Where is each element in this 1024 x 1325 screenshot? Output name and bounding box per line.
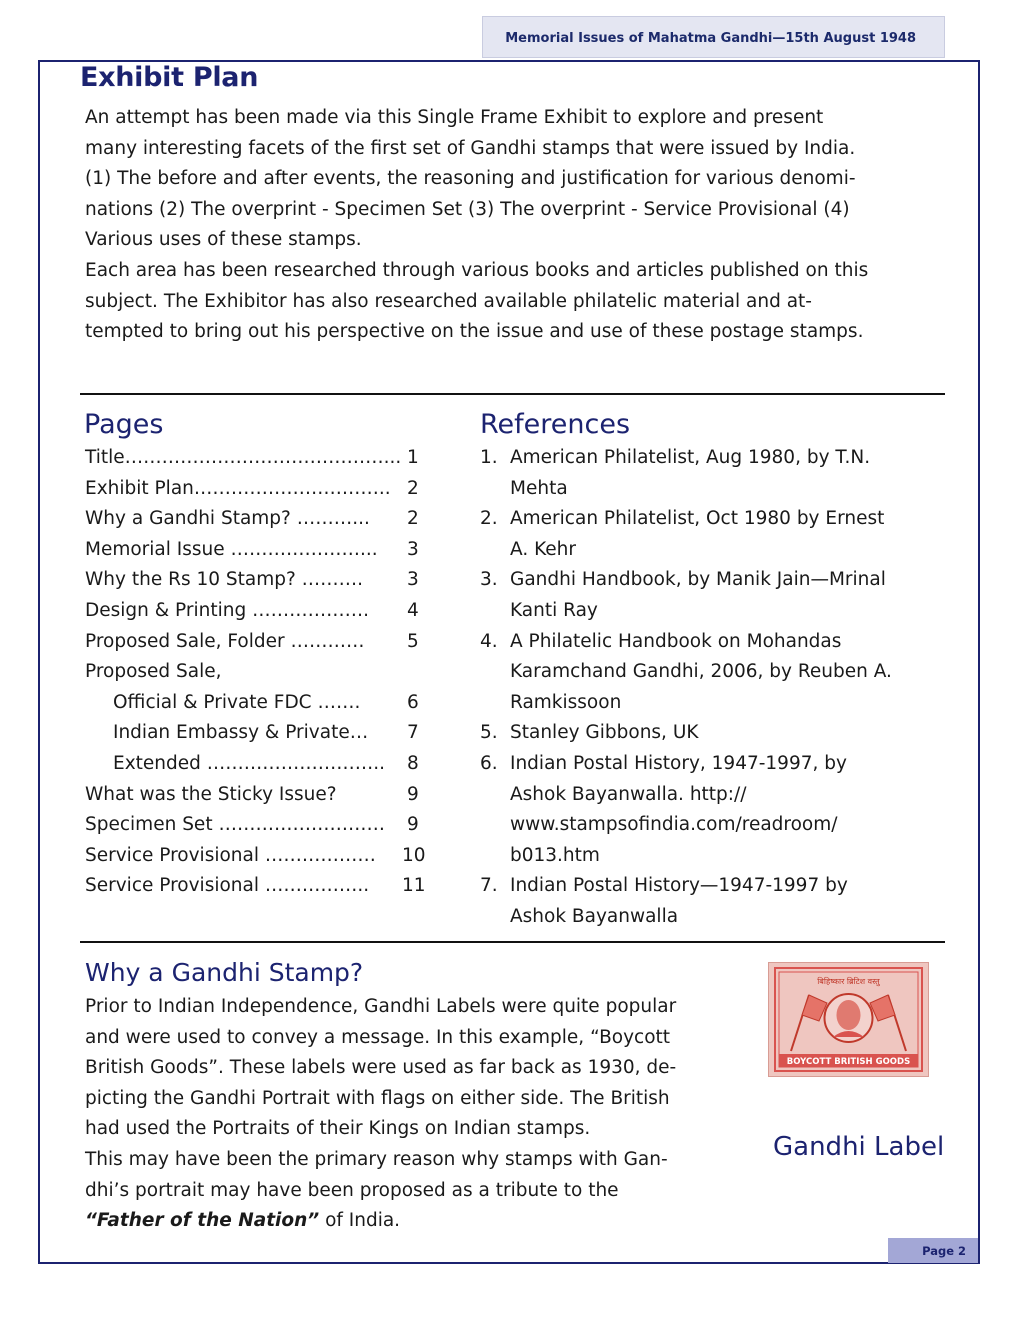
toc-row: [85, 504, 445, 534]
toc-page-number: 9: [407, 783, 419, 805]
text-line: picting the Gandhi Portrait with flags on either side. The British: [85, 1087, 670, 1109]
toc-row: [85, 535, 445, 565]
toc-title: What was the Sticky Issue?: [85, 783, 337, 805]
gandhi-label-stamp-image: [768, 962, 929, 1077]
reference-text: A Philatelic Handbook on Mohandas: [510, 630, 842, 652]
toc-page-number: 4: [407, 600, 419, 621]
reference-text: Gandhi Handbook, by Manik Jain—Mrinal: [510, 569, 886, 591]
toc-row: [85, 749, 445, 779]
toc-title: Why a Gandhi Stamp? ………...: [85, 508, 370, 530]
reference-text: Ashok Bayanwalla: [510, 906, 679, 927]
stamp-caption: Gandhi Label: [773, 1132, 945, 1162]
reference-text: www.stampsofindia.com/readroom/: [510, 814, 838, 836]
toc-row: [85, 565, 445, 595]
toc-row: [85, 718, 445, 748]
reference-text: A. Kehr: [510, 538, 577, 560]
text-line: [85, 1206, 745, 1237]
toc-page-number: 10: [402, 844, 426, 866]
text-line: tempted to bring out his perspective on the issue and use of these postage stamps.: [85, 321, 864, 343]
toc-title: Design & Printing ……………….: [85, 600, 369, 621]
toc-title: Memorial Issue …………………...: [85, 538, 378, 560]
reference-text: Stanley Gibbons, UK: [510, 722, 699, 744]
toc-title: Extended ………………………..: [113, 753, 386, 774]
exhibit-plan-text: [85, 103, 945, 348]
toc-page-number: 3: [407, 538, 419, 560]
reference-number: 2.: [480, 508, 498, 530]
toc-page-number: 8: [407, 753, 419, 774]
reference-text: Ashok Bayanwalla. http://: [510, 783, 747, 805]
toc-title: Service Provisional ………………: [85, 844, 376, 866]
toc-page-number: 5: [407, 630, 419, 652]
reference-number: 4.: [480, 630, 498, 652]
reference-text: Kanti Ray: [510, 600, 598, 621]
page-number-tab: [888, 1238, 978, 1263]
toc-row: [85, 474, 445, 504]
text-line: and were used to convey a message. In this example, “Boycott: [85, 1026, 671, 1048]
toc-page-number: 2: [407, 508, 419, 530]
toc-page-number: 6: [407, 691, 419, 713]
exhibit-plan-heading: Exhibit Plan: [80, 62, 259, 93]
toc-title: Specimen Set ………………………: [85, 814, 385, 836]
reference-number: 6.: [480, 753, 498, 774]
text-line: many interesting facets of the first set of Gandhi stamps that were issued by India.: [85, 137, 856, 159]
toc-row: [85, 780, 445, 810]
divider: [80, 393, 945, 395]
reference-text: b013.htm: [510, 844, 600, 866]
toc-page-number: 1: [407, 447, 419, 468]
reference-number: 3.: [480, 569, 498, 591]
text-line: Various uses of these stamps.: [85, 229, 362, 251]
text-fragment: of India.: [319, 1210, 401, 1232]
text-line: Each area has been researched through various books and articles published on this: [85, 259, 869, 281]
toc-title: Proposed Sale,: [85, 661, 222, 683]
toc-row: [85, 688, 445, 718]
reference-number: 7.: [480, 875, 498, 897]
stamp-illustration-icon: [769, 963, 928, 1076]
page-number: Page 2: [922, 1244, 966, 1258]
references-heading: References: [480, 409, 631, 440]
toc-page-number: 3: [407, 569, 419, 591]
reference-text: American Philatelist, Oct 1980 by Ernest: [510, 508, 885, 530]
text-line: British Goods”. These labels were used as far back as 1930, de-: [85, 1057, 677, 1079]
toc-row: [85, 810, 445, 840]
running-header: [482, 16, 945, 58]
toc-page-number: 11: [402, 875, 426, 897]
toc-title: Indian Embassy & Private…: [113, 722, 369, 744]
toc-title: Title……………………………………...: [85, 447, 402, 468]
reference-number: 1.: [480, 447, 498, 468]
toc-title: Exhibit Plan…………………………..: [85, 477, 391, 499]
toc-title: Proposed Sale, Folder …………: [85, 630, 365, 652]
stamp-bottom-text: BOYCOTT BRITISH GOODS: [786, 1057, 911, 1067]
toc-row: [85, 443, 445, 473]
toc-page-number: 9: [407, 814, 419, 836]
toc-row: [85, 627, 445, 657]
reference-text: Indian Postal History—1947-1997 by: [510, 875, 848, 897]
text-line: (1) The before and after events, the reasoning and justification for various denomi-: [85, 168, 856, 190]
divider: [80, 941, 945, 943]
reference-text: Ramkissoon: [510, 691, 622, 713]
toc-row: [85, 657, 445, 687]
toc-row: [85, 596, 445, 626]
text-line: This may have been the primary reason why stamps with Gan-: [85, 1148, 668, 1170]
toc-page-number: 7: [407, 722, 419, 744]
text-line: subject. The Exhibitor has also researched available philatelic material and at-: [85, 290, 812, 312]
reference-number: 5.: [480, 722, 498, 744]
toc-row: [85, 871, 445, 901]
text-line: dhi’s portrait may have been proposed as a tribute to the: [85, 1179, 619, 1201]
reference-text: Karamchand Gandhi, 2006, by Reuben A.: [510, 661, 892, 683]
reference-text: Mehta: [510, 477, 568, 499]
why-gandhi-text: [85, 992, 745, 1237]
reference-text: American Philatelist, Aug 1980, by T.N.: [510, 447, 871, 468]
text-line: had used the Portraits of their Kings on Indian stamps.: [85, 1118, 591, 1140]
toc-page-number: 2: [407, 477, 419, 499]
toc-row: [85, 841, 445, 871]
running-header-title: Memorial Issues of Mahatma Gandhi—15th August 1948: [505, 31, 916, 46]
text-line: An attempt has been made via this Single Frame Exhibit to explore and present: [85, 107, 824, 128]
emphasis-text: “Father of the Nation”: [85, 1210, 320, 1232]
text-line: Prior to Indian Independence, Gandhi Labels were quite popular: [85, 996, 677, 1017]
pages-heading: Pages: [84, 409, 164, 440]
reference-text: Indian Postal History, 1947-1997, by: [510, 753, 847, 774]
why-gandhi-heading: Why a Gandhi Stamp?: [85, 958, 364, 987]
text-line: nations (2) The overprint - Specimen Set (3) The overprint - Service Provisional (4): [85, 198, 850, 220]
stamp-top-text: बिहिष्कार ब्रिटिश वस्तु: [817, 977, 880, 986]
toc-title: Why the Rs 10 Stamp? ……….: [85, 569, 364, 591]
toc-title: Official & Private FDC …….: [113, 691, 361, 713]
toc-title: Service Provisional ……………..: [85, 875, 370, 897]
